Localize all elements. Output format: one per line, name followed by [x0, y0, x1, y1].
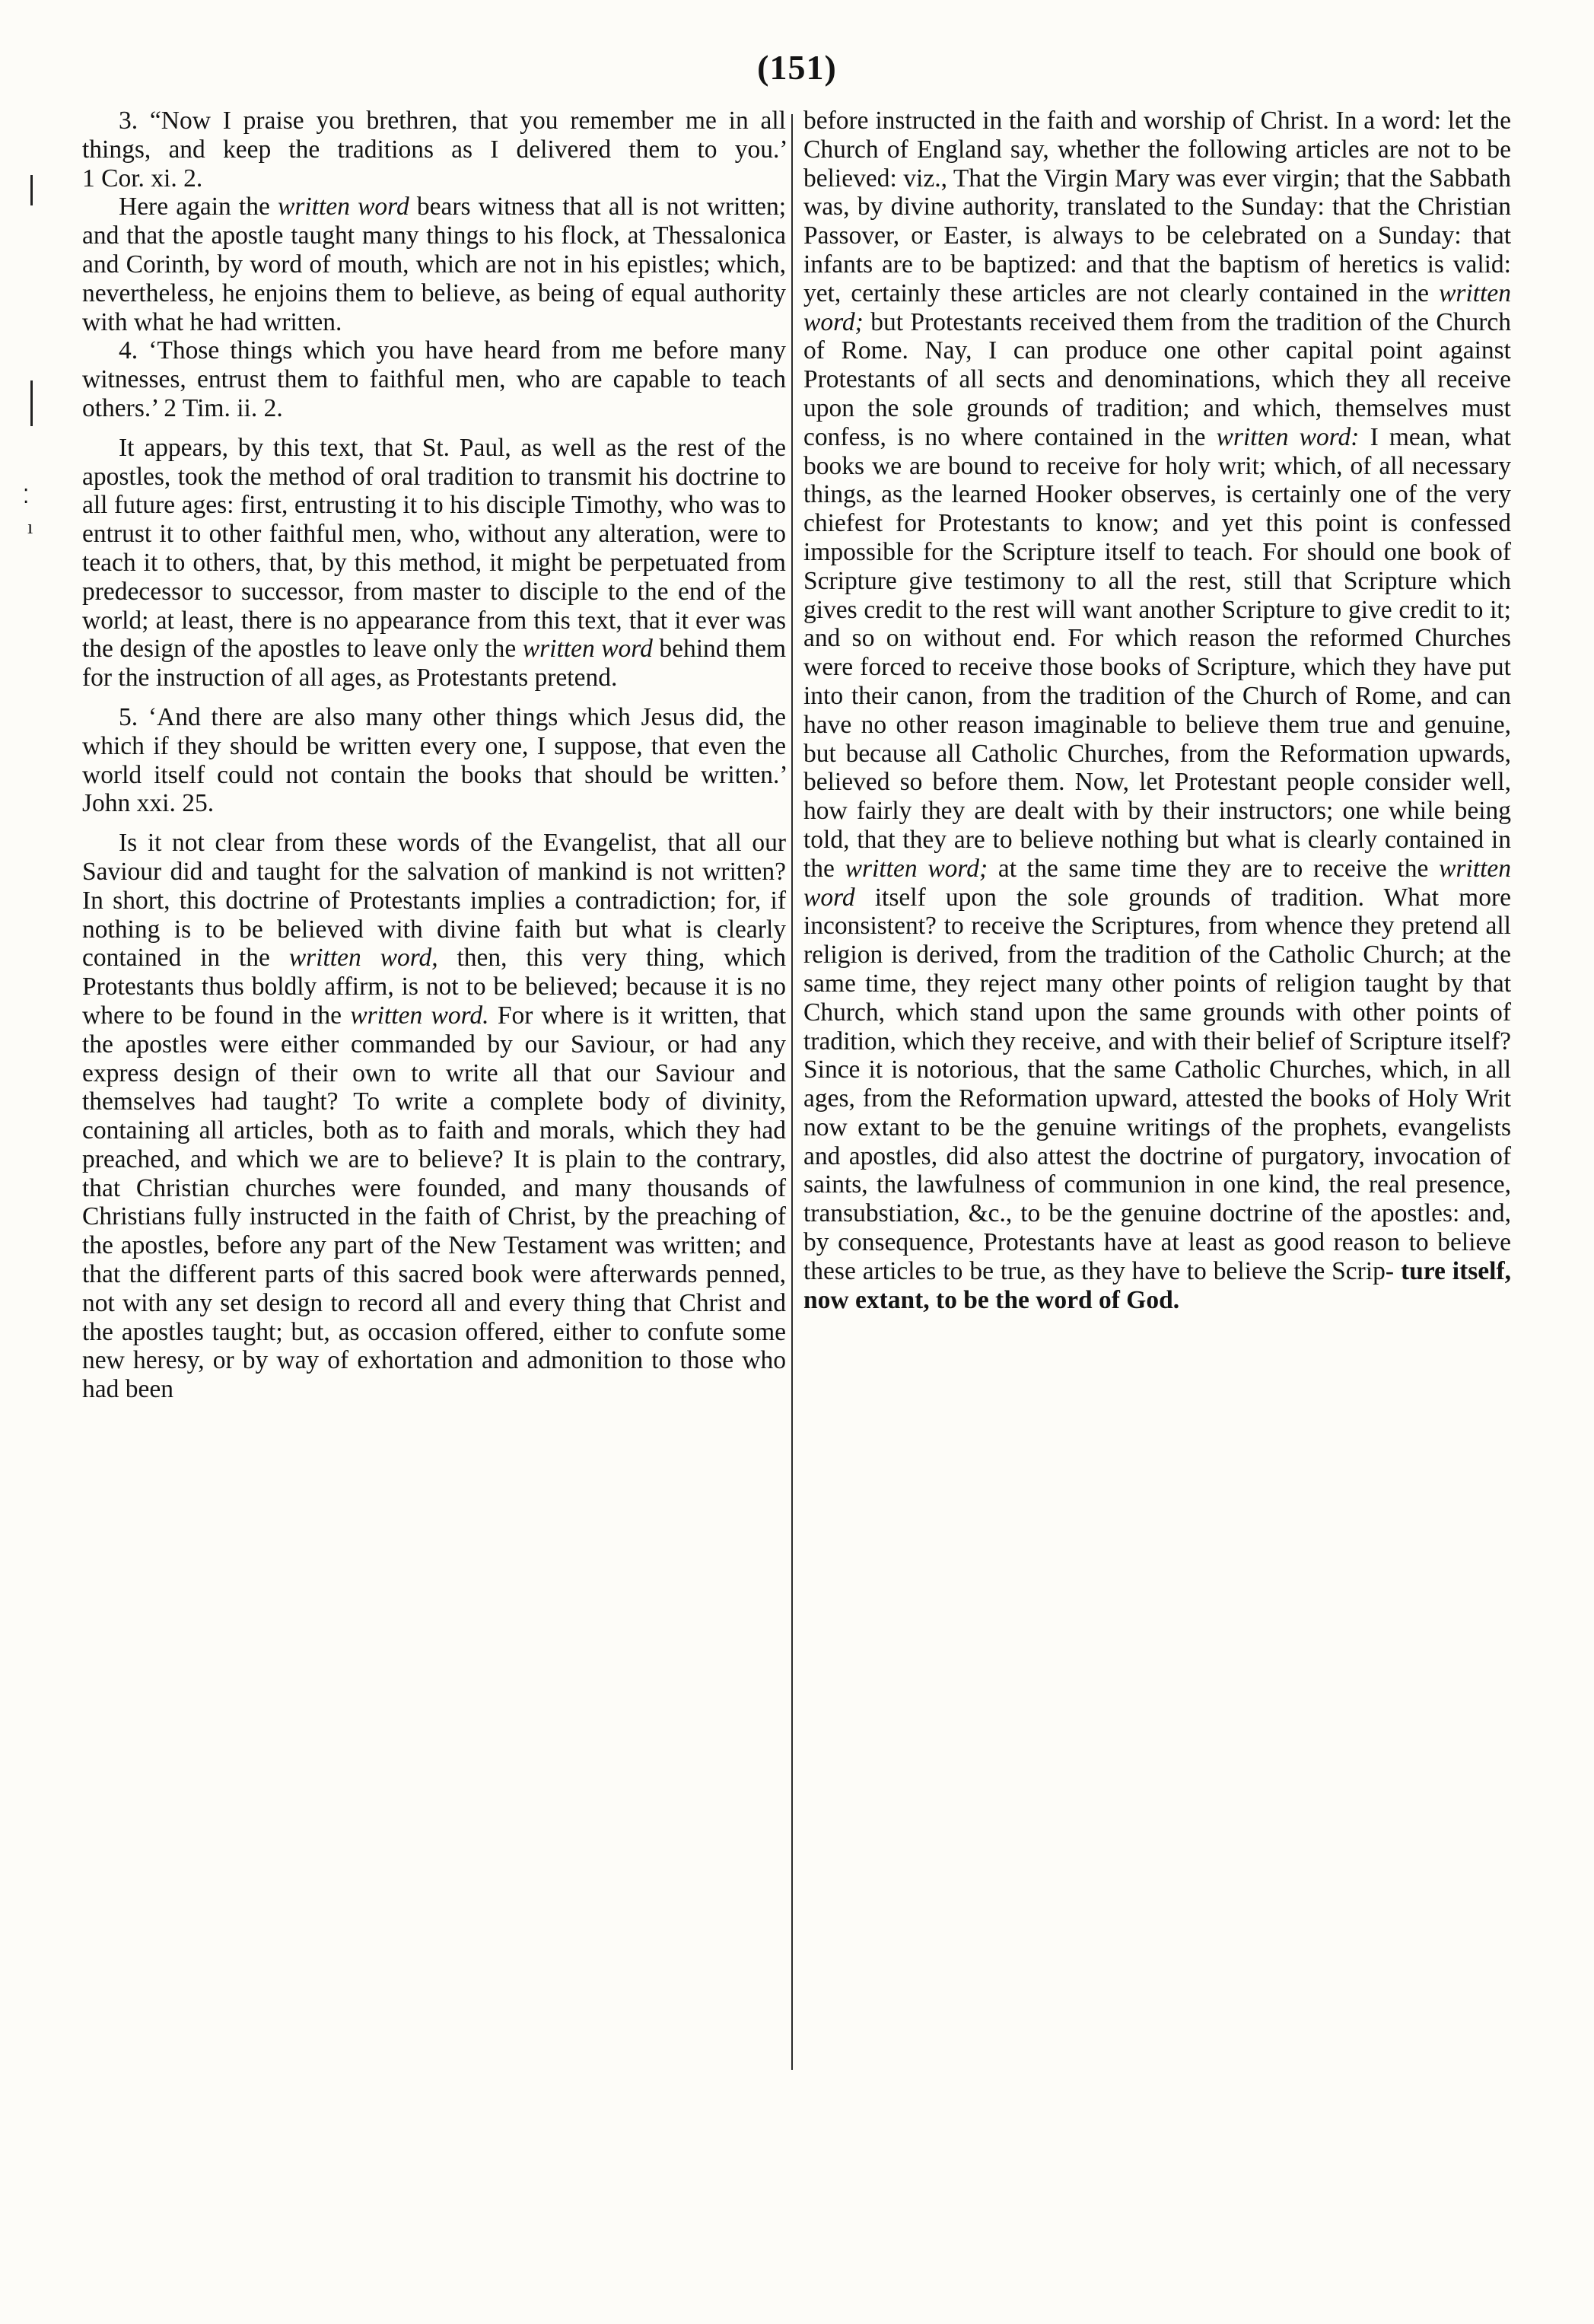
page-number: (151) — [757, 48, 837, 87]
margin-mark — [30, 175, 33, 205]
right-column — [803, 107, 1511, 1314]
text-run: Is it not clear from these words of the Evangelist, that all our Saviour did and taught for the salvation of mankind is not written? In short, this doctrine of Protestants implies a contradiction; for, if nothing is to be believed with divine faith but what is clearly contained in the — [82, 829, 786, 973]
text-run: but Protestants received them from the tradition of the Church of Rome. Nay, I can produce one other capital point against Protestants of all sects and denominations, which they all receive upon the sole grounds of tradition; and which, themselves must confess, is no where contained in the — [803, 307, 1511, 451]
emphasis: written word — [803, 854, 1512, 912]
paragraph — [803, 107, 1511, 1314]
margin-mark: ⁚ — [23, 485, 30, 508]
text-run: I mean, what books we are bound to receive for holy writ; which, of all necessary things, as the learned Hooker observes, is certainly one of the very chiefest for Protestants to know; and yet this point is confessed impossible for the Scripture itself to teach. For should one book of Scripture give testimony to all the rest, still that Scripture which gives credit to the rest will want another Scripture to give credit to it; and so on without end. For which reason the reformed Churches were forced to receive those books of Scripture, which they have put into their canon, from the tradition of the Church of Rome, and can have no other reason imaginable to believe them true and genuine, but because all Catholic Churches, from the Reformation upwards, believed so before them. Now, let Protestant people consider well, how fairly they are dealt with by their instructors; one while being told, that they are to believe nothing but what is clearly contained in the — [803, 422, 1512, 883]
column-divider — [791, 114, 793, 2070]
emphasis: written word — [522, 635, 653, 664]
scripture-reference: John xxi. 25. — [82, 789, 215, 818]
scripture-reference: 2 Tim. ii. 2. — [164, 393, 283, 422]
paragraph — [82, 703, 786, 818]
paragraph — [82, 829, 786, 1404]
text-run: before instructed in the faith and worship of Christ. In a word: let the Church of England say, whether the following articles are not to be believed: viz., That the Virgin Mary was ever virgin; that the Sabbath was, by divine authority, translated to the Sunday: that the Christian Passover, or Easter, is always to be celebrated on a Sunday: that infants are to be baptized: and that the baptism of heretics is valid: yet, certainly these articles are not clearly contained in the — [803, 107, 1511, 307]
text-run: behind them for the instruction of all ages, as Protestants pretend. — [82, 635, 787, 692]
closing-line: ture itself, now extant, to be the word of God. — [803, 1256, 1511, 1314]
emphasis: written word, — [288, 944, 438, 973]
text-run: itself upon the sole grounds of tradition. What more inconsistent? to receive the Scriptures, from whence they pretend all religion is derived, from the tradition of the Catholic Church; at the same time, they reject many other points of religion taught by that Church, which stand upon the same grounds with other points of tradition, which they receive, and with their belief of Scripture itself? Since it is notorious, that the same Catholic Churches, which, in all ages, from the Reformation upward, attested the books of Holy Writ now extant to be the genuine writings of the prophets, evangelists and apostles, did also attest the doctrine of purgatory, invocation of saints, the lawfulness of communion in one kind, the real presence, transubstiation, &c., to be the genuine doctrine of the apostles: and, by consequence, Protestants have at least as good reason to believe these articles to be true, as they have to believe the Scrip- — [803, 883, 1511, 1285]
emphasis: written word; — [845, 854, 988, 883]
text-run: It appears, by this text, that St. Paul, as well as the rest of the apostles, took the method of oral tradition to transmit his doctrine to all future ages: first, entrusting it to his disciple Timothy, who was to entrust it to other faithful men, who, without any alteration, were to teach it to others, that, by this method, it might be perpetuated from predecessor to successor, from master to disciple to the end of the world; at least, there is no appearance from this text, that it ever was the design of the apostles to leave only the — [82, 433, 786, 664]
text-run: bears witness that all is not written; and that the apostle taught many things to his flock, at Thessalonica and Corinth, by word of mouth, which are not in his epistles; which, nevertheless, he enjoins them to believe, as being of equal authority with what he had written. — [82, 193, 787, 336]
text-run: Here again the — [119, 193, 270, 221]
margin-mark — [30, 380, 33, 426]
emphasis: written word: — [1216, 422, 1360, 451]
scripture-quote: 5. ‘And there are also many other things which Jesus did, the which if they should be written every one, I suppose, that even the world itself could not contain the books that should be written.’ — [82, 702, 786, 789]
emphasis: written word — [278, 193, 409, 221]
paragraph — [82, 336, 786, 422]
scripture-reference: 1 Cor. xi. 2. — [82, 164, 203, 193]
paragraph — [82, 193, 786, 336]
left-column — [82, 107, 786, 1404]
text-run: then, this very thing, which Protestants thus boldly affirm, is not to be believed; because it is no where to be found in the — [82, 944, 787, 1030]
emphasis: written word. — [350, 1001, 489, 1030]
scripture-quote: 4. ‘Those things which you have heard from me before many witnesses, entrust them to faithful men, who are capable to teach others.’ — [82, 336, 786, 422]
paragraph — [82, 434, 786, 692]
paragraph — [82, 107, 786, 193]
text-run: at the same time they are to receive the — [997, 854, 1429, 883]
margin-mark: ı — [27, 516, 33, 538]
scripture-quote: 3. “Now I praise you brethren, that you remember me in all things, and keep the traditions as I delivered them to you.’ — [82, 107, 786, 164]
text-run: For where is it written, that the apostles were either commanded by our Saviour, or had any express design of their own to write all that our Saviour and themselves had taught? To write a complete body of divinity, containing all articles, both as to faith and morals, which they had preached, and which we are to believe? It is plain to the contrary, that Christian churches were founded, and many thousands of Christians fully instructed in the faith of Christ, by the preaching of the apostles, before any part of the New Testament was written; and that the different parts of this sacred book were afterwards penned, not with any set design to record all and every thing that Christ and the apostles taught; but, as occasion offered, either to confute some new heresy, or by way of exhortation and admonition to those who had been — [82, 1001, 787, 1404]
emphasis: written word; — [803, 279, 1512, 336]
